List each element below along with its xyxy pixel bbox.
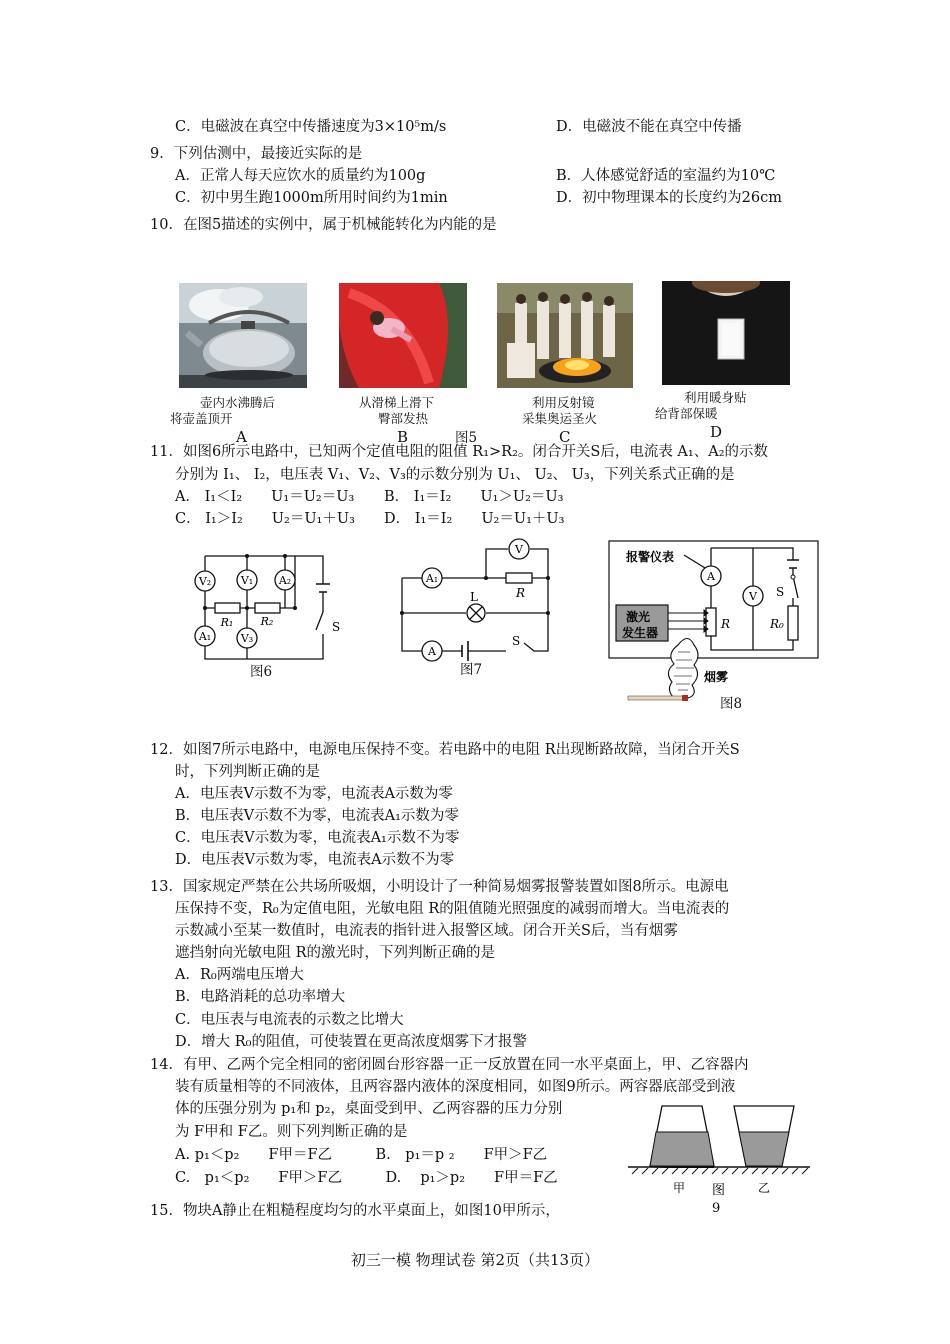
figure-5-caption: 图5 (455, 430, 478, 446)
q13-stem-line4: 遮挡射向光敏电阻 R的激光时，下列判断正确的是 (175, 945, 496, 961)
q12-stem-line2: 时，下列判断正确的是 (175, 764, 320, 780)
figure-6-caption: 图6 (250, 664, 273, 680)
fig8-smoke-label: 烟雾 (704, 670, 729, 684)
q10-stem: 10．在图5描述的实例中，属于机械能转化为内能的是 (150, 217, 497, 233)
q14-stem-line1: 14．有甲、乙两个完全相同的密闭圆台形容器一正一反放置在同一水平桌面上，甲、乙容器内 (150, 1057, 749, 1073)
q9-option-a: A．正常人每天应饮水的质量约为100g (175, 168, 426, 184)
q12-stem-line1: 12．如图7所示电路中，电源电压保持不变。若电路中的电阻 R出现断路故障，当闭合开关S (150, 742, 740, 758)
slide-photo (339, 283, 467, 388)
page-footer: 初三一模 物理试卷 第2页（共13页） (350, 1251, 600, 1269)
fig8-meter-label: 报警仪表 (626, 550, 675, 564)
q13-stem-line2: 压保持不变，R₀为定值电阻，光敏电阻 R的阻值随光照强度的减弱而增大。当电流表的 (175, 901, 730, 917)
q13-option-a: A．R₀两端电压增大 (175, 967, 304, 983)
fig8-r0-label: R₀ (770, 617, 784, 631)
fig7-a1-label: A₁ (425, 572, 439, 585)
caption-c-letter: C (559, 428, 571, 446)
q13-stem-line1: 13．国家规定严禁在公共场所吸烟，小明设计了一种简易烟雾报警装置如图8所示。电源电 (150, 879, 729, 895)
figure-8-caption: 图8 (720, 696, 743, 712)
fig8-r-label: R (721, 617, 731, 631)
caption-a-line1: 壶内水沸腾后 (200, 395, 276, 410)
fig6-v1-label: V₁ (240, 574, 254, 587)
caption-b-letter: B (397, 428, 409, 446)
q12-option-a: A．电压表V示数不为零，电流表A示数为零 (175, 786, 453, 802)
q9-option-b: B．人体感觉舒适的室温约为10℃ (556, 168, 776, 184)
fig9-yi-label: 乙 (758, 1181, 771, 1195)
caption-b-line1: 从滑梯上滑下 (359, 395, 435, 410)
caption-d-letter: D (710, 423, 723, 441)
fig7-a-label: A (428, 645, 436, 658)
q13-option-b: B．电路消耗的总功率增大 (175, 989, 346, 1005)
q14-options-ab: A. p₁＜p₂ F甲＝F乙 B. p₁＝p ₂ F甲＞F乙 (175, 1147, 548, 1163)
fig6-a1-label: A₁ (198, 630, 212, 643)
caption-b-line2: 臀部发热 (378, 411, 429, 426)
kettle-photo (179, 283, 307, 388)
q11-option-a: A． I₁＜I₂ U₁＝U₂＝U₃ (175, 489, 355, 505)
fig8-a-label: A (707, 570, 715, 583)
q11-option-b: B． I₁＝I₂ U₁＞U₂＝U₃ (384, 489, 564, 505)
fig9-fig-label: 图 (712, 1183, 726, 1198)
caption-a-line2: 将壶盖顶开 (170, 411, 233, 426)
q13-stem-line3: 示数减小至某一数值时，电流表的指针进入报警区域。闭合开关S后，当有烟雾 (175, 923, 678, 939)
figure-9-containers (628, 1100, 812, 1215)
q11-stem-line1: 11．如图6所示电路中，已知两个定值电阻的阻值 R₁>R₂。闭合开关S后，电流表 A₁、A₂的示数 (150, 444, 769, 460)
q11-option-d: D． I₁＝I₂ U₂＝U₁＋U₃ (384, 511, 565, 527)
q14-options-cd: C. p₁＜p₂ F甲＞F乙 D. p₁＞p₂ F甲＝F乙 (175, 1170, 558, 1186)
q14-stem-line2: 装有质量相等的不同液体，且两容器内液体的深度相同，如图9所示。两容器底部受到液 (175, 1079, 736, 1095)
fig8-v-label: V (749, 590, 757, 603)
fig6-r1-label: R₁ (220, 616, 234, 629)
q15-stem-line1: 15．物块A静止在粗糙程度均匀的水平桌面上，如图10甲所示， (150, 1203, 560, 1219)
fig6-a2-label: A₂ (278, 574, 292, 587)
back-patch-photo (662, 281, 790, 385)
q8-option-d: D．电磁波不能在真空中传播 (556, 119, 742, 135)
fig9-number: 9 (712, 1201, 721, 1215)
figure-8-circuit (608, 540, 820, 715)
fig7-switch-label: S (512, 634, 521, 648)
q12-option-b: B．电压表V示数不为零，电流表A₁示数为零 (175, 808, 459, 824)
fig6-r2-label: R₂ (260, 615, 274, 628)
q9-option-c: C．初中男生跑1000m所用时间约为1min (175, 190, 448, 206)
fig6-v3-label: V₃ (240, 632, 254, 645)
q11-stem-line2: 分别为 I₁、 I₂，电压表 V₁、V₂、V₃的示数分别为 U₁、 U₂、 U₃，下列关系式正确的是 (175, 467, 735, 483)
q13-option-d: D．增大 R₀的阻值，可使装置在更高浓度烟雾下才报警 (175, 1034, 527, 1050)
caption-d-line2: 给背部保暖 (655, 406, 718, 421)
caption-c-line2: 采集奥运圣火 (522, 411, 598, 426)
q8-option-c: C．电磁波在真空中传播速度为3×10⁵m/s (175, 119, 447, 135)
q9-option-d: D．初中物理课本的长度约为26cm (556, 190, 782, 206)
q11-option-c: C． I₁＞I₂ U₂＝U₁＋U₃ (175, 511, 355, 527)
fig8-laser-line1: 激光 (626, 610, 651, 624)
caption-c-line1: 利用反射镜 (532, 395, 595, 410)
caption-a-letter: A (236, 428, 247, 446)
q14-stem-line3: 体的压强分别为 p₁和 p₂，桌面受到甲、乙两容器的压力分别 (175, 1101, 563, 1117)
fig7-r-label: R (516, 586, 526, 600)
figure-7-caption: 图7 (460, 662, 483, 678)
figure-7-circuit (398, 535, 558, 665)
fig6-switch-label: S (332, 620, 341, 634)
q13-option-c: C．电压表与电流表的示数之比增大 (175, 1012, 404, 1028)
fig8-laser-line2: 发生器 (622, 626, 659, 640)
q12-option-c: C．电压表V示数为零，电流表A₁示数不为零 (175, 830, 460, 846)
fig6-v2-label: V₂ (198, 575, 212, 588)
olympic-flame-photo (497, 283, 633, 388)
fig7-v-label: V (515, 543, 523, 556)
q9-stem: 9．下列估测中，最接近实际的是 (150, 146, 363, 162)
fig9-jia-label: 甲 (673, 1181, 686, 1195)
fig8-switch-label: S (776, 585, 785, 599)
q14-stem-line4: 为 F甲和 F乙。则下列判断正确的是 (175, 1124, 408, 1140)
fig7-lamp-label: L (470, 590, 478, 604)
caption-d-line1: 利用暖身贴 (684, 390, 747, 405)
q12-option-d: D．电压表V示数为零，电流表A示数不为零 (175, 852, 455, 868)
